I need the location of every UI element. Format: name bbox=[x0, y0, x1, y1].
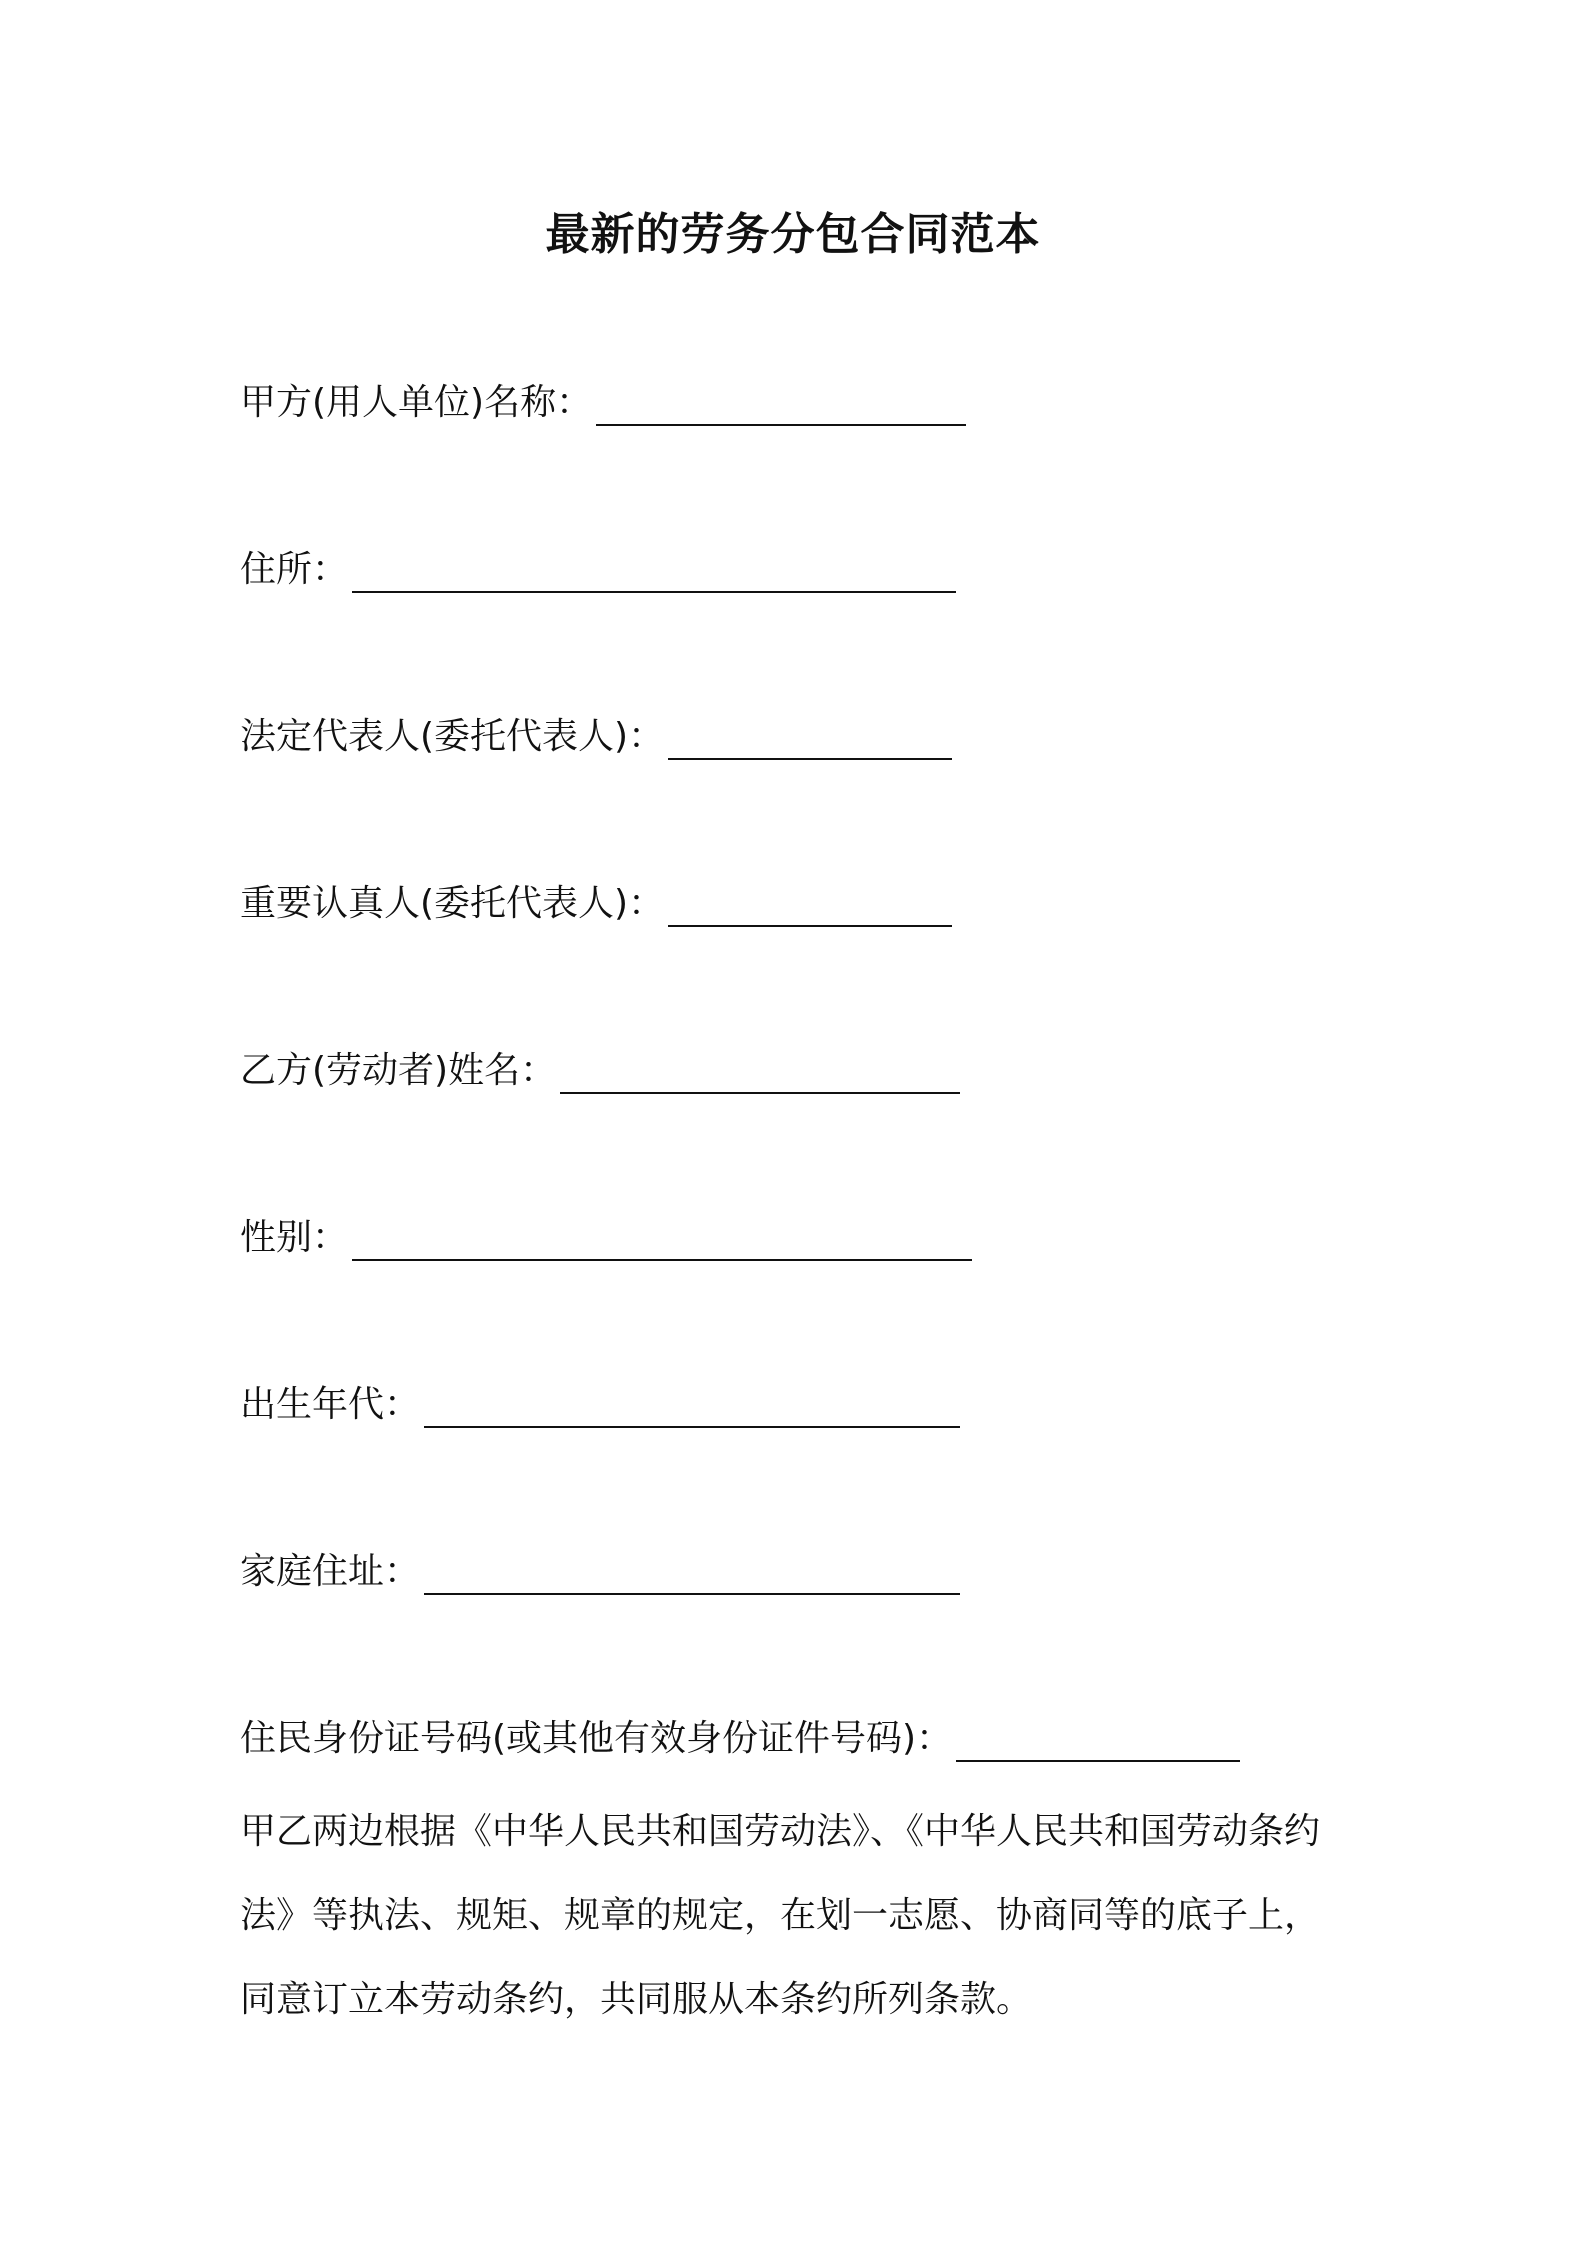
gender-blank[interactable] bbox=[352, 1223, 972, 1261]
address-blank[interactable] bbox=[352, 555, 956, 593]
party-a-name-field bbox=[240, 378, 966, 428]
paragraph-line: 法》等执法、规矩、规章的规定，在划一志愿、协商同等的底子上， bbox=[240, 1895, 1321, 1936]
document-title: 最新的劳务分包合同范本 bbox=[545, 209, 1041, 260]
birth-date-label: 出生年代： bbox=[240, 1384, 421, 1425]
birth-date-blank[interactable] bbox=[424, 1390, 960, 1428]
id-number-blank[interactable] bbox=[956, 1724, 1240, 1762]
party-a-name-label: 甲方(用人单位)名称： bbox=[240, 382, 593, 423]
party-b-name-field bbox=[240, 1046, 960, 1096]
gender-label: 性别： bbox=[240, 1217, 349, 1258]
party-b-name-blank[interactable] bbox=[560, 1056, 960, 1094]
party-a-name-blank[interactable] bbox=[596, 388, 966, 426]
party-b-name-label: 乙方(劳动者)姓名： bbox=[240, 1050, 557, 1091]
home-address-blank[interactable] bbox=[424, 1557, 960, 1595]
address-field bbox=[240, 545, 956, 595]
birth-date-field bbox=[240, 1380, 960, 1430]
id-number-label: 住民身份证号码(或其他有效身份证件号码)： bbox=[240, 1718, 953, 1759]
home-address-field bbox=[240, 1547, 960, 1597]
paragraph-line: 甲乙两边根据《中华人民共和国劳动法》、《中华人民共和国劳动条约 bbox=[240, 1811, 1321, 1852]
id-number-field bbox=[240, 1714, 1240, 1764]
home-address-label: 家庭住址： bbox=[240, 1551, 421, 1592]
paragraph-line: 同意订立本劳动条约，共同服从本条约所列条款。 bbox=[240, 1979, 1033, 2020]
principal-person-field bbox=[240, 879, 952, 929]
legal-representative-label: 法定代表人(委托代表人)： bbox=[240, 716, 665, 757]
legal-representative-field bbox=[240, 712, 952, 762]
principal-person-label: 重要认真人(委托代表人)： bbox=[240, 883, 665, 924]
principal-person-blank[interactable] bbox=[668, 889, 952, 927]
address-label: 住所： bbox=[240, 549, 349, 590]
agreement-paragraph bbox=[240, 1790, 1360, 2042]
gender-field bbox=[240, 1213, 972, 1263]
legal-representative-blank[interactable] bbox=[668, 722, 952, 760]
